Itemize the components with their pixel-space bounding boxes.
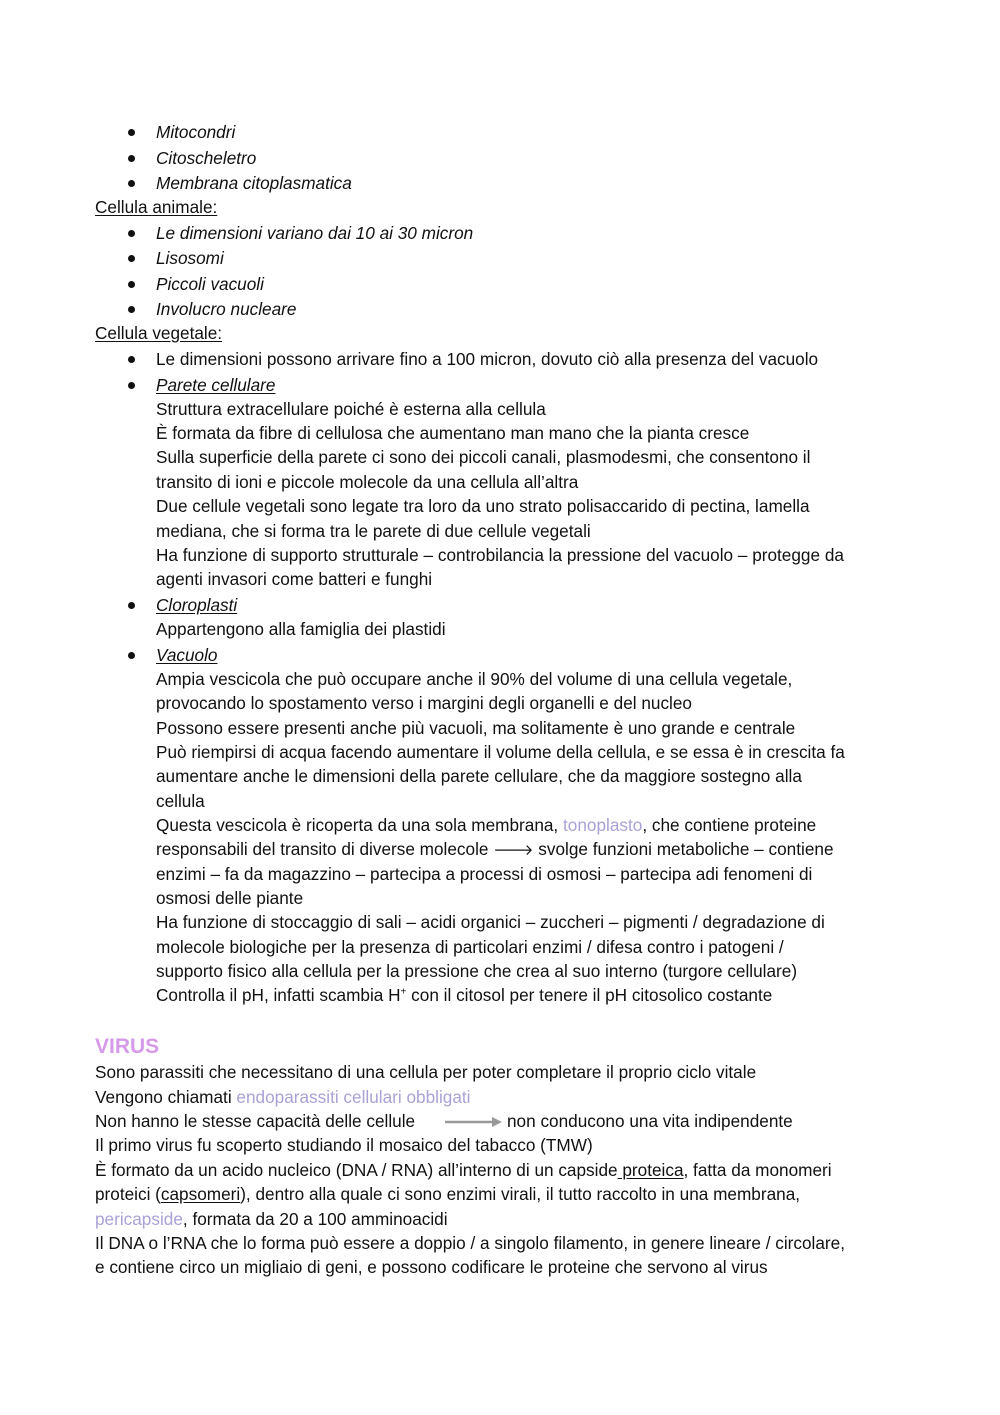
list-item: Piccoli vacuoli (156, 274, 264, 294)
bullet-icon (128, 180, 135, 187)
text-line: Struttura extracellulare poiché è esterna alla cellula (156, 399, 546, 419)
text-line (95, 1158, 832, 1182)
chloroplast-title: Cloroplasti (156, 595, 238, 615)
text-span: È formato da un acido nucleico (DNA / RNA) all’interno di un capside (95, 1160, 618, 1180)
text-span: , formata da 20 a 100 amminoacidi (182, 1209, 448, 1229)
text-line: È formata da fibre di cellulosa che aumentano man mano che la pianta cresce (156, 423, 750, 443)
bullet-icon (128, 129, 135, 136)
bullet-icon (128, 652, 135, 659)
text-line (156, 813, 816, 837)
list-item: Involucro nucleare (156, 299, 297, 319)
vacuole-title: Vacuolo (156, 645, 218, 665)
text-span: ), dentro alla quale ci sono enzimi virali, il tutto raccolto in una membrana, (240, 1184, 801, 1204)
text-line (95, 1182, 800, 1206)
tonoplast-term: tonoplasto (563, 815, 643, 835)
text-line: Il primo virus fu scoperto studiando il mosaico del tabacco (TMW) (95, 1135, 593, 1155)
virus-heading: VIRUS (95, 1035, 160, 1058)
text-span: proteici ( (95, 1184, 161, 1204)
text-line (156, 983, 772, 1007)
text-span: svolge funzioni metaboliche – contiene (533, 839, 834, 859)
bullet-icon (128, 356, 135, 363)
protein-term: proteica (617, 1160, 684, 1180)
text-line: Possono essere presenti anche più vacuoli, ma solitamente è uno grande e centrale (156, 718, 796, 738)
list-item: Lisosomi (156, 248, 224, 268)
text-line: provocando lo spostamento verso i margini degli organelli e del nucleo (156, 693, 692, 713)
bullet-icon (128, 281, 135, 288)
text-line: Ha funzione di supporto strutturale – controbilancia la pressione del vacuolo – protegge da (156, 545, 844, 565)
bullet-icon (128, 306, 135, 313)
text-line: molecole biologiche per la presenza di particolari enzimi / difesa contro i patogeni / (156, 937, 784, 957)
text-line: osmosi delle piante (156, 888, 304, 908)
text-line: Due cellule vegetali sono legate tra loro da uno strato polisaccarido di pectina, lamella (156, 496, 810, 516)
bullet-icon (128, 155, 135, 162)
text-line: Può riempirsi di acqua facendo aumentare il volume della cellula, e se essa è in crescita fa (156, 742, 845, 762)
text-line: Appartengono alla famiglia dei plastidi (156, 619, 446, 639)
text-line: enzimi – fa da magazzino – partecipa a processi di osmosi – partecipa adi fenomeni di (156, 864, 813, 884)
endoparasites-term: endoparassiti cellulari obbligati (236, 1087, 471, 1107)
text-span: , fatta da monomeri (683, 1160, 832, 1180)
text-span: Controlla il pH, infatti scambia H (156, 985, 401, 1005)
text-line (156, 837, 834, 863)
text-span: Questa vescicola è ricoperta da una sola membrana, (156, 815, 563, 835)
list-item: Le dimensioni variano dai 10 ai 30 micron (156, 223, 474, 243)
text-line: mediana, che si forma tra le parete di due cellule vegetali (156, 521, 591, 541)
text-line: agenti invasori come batteri e funghi (156, 569, 433, 589)
list-item: Mitocondri (156, 122, 236, 142)
right-arrow-icon (444, 1115, 504, 1129)
list-item: Citoscheletro (156, 148, 257, 168)
bullet-icon (128, 382, 135, 389)
plant-cell-heading: Cellula vegetale: (95, 323, 223, 343)
text-line: Ha funzione di stoccaggio di sali – acidi organici – zuccheri – pigmenti / degradazione di (156, 912, 825, 932)
superscript: + (400, 986, 407, 998)
text-line: transito di ioni e piccole molecole da una cellula all’altra (156, 472, 579, 492)
text-span: Vengono chiamati (95, 1087, 237, 1107)
cell-wall-title: Parete cellulare (156, 375, 276, 395)
text-line: Il DNA o l’RNA che lo forma può essere a doppio / a singolo filamento, in genere lineare / circolare, (95, 1233, 845, 1253)
pericapside-term: pericapside (95, 1209, 183, 1229)
text-line: aumentare anche le dimensioni della parete cellulare, che da maggiore sostegno alla (156, 766, 802, 786)
text-line: Sulla superficie della parete ci sono dei piccoli canali, plasmodesmi, che consentono il (156, 447, 811, 467)
capsomeri-term: capsomeri (160, 1184, 241, 1204)
bullet-icon (128, 602, 135, 609)
bullet-icon (128, 255, 135, 262)
text-line: e contiene circo un migliaio di geni, e possono codificare le proteine che servono al virus (95, 1257, 768, 1277)
text-span: con il citosol per tenere il pH citosolico costante (406, 985, 773, 1005)
text-line (95, 1085, 471, 1109)
text-line (95, 1207, 448, 1231)
right-arrow-icon: 🡒 (493, 842, 534, 859)
text-line: non conducono una vita indipendente (507, 1111, 793, 1131)
text-line: Ampia vescicola che può occupare anche il 90% del volume di una cellula vegetale, (156, 669, 793, 689)
text-line: Non hanno le stesse capacità delle cellule (95, 1111, 416, 1131)
text-span: , che contiene proteine (642, 815, 817, 835)
text-line: cellula (156, 791, 205, 811)
bullet-icon (128, 230, 135, 237)
text-line: Sono parassiti che necessitano di una cellula per poter completare il proprio ciclo vitale (95, 1062, 757, 1082)
text-span: responsabili del transito di diverse molecole (156, 839, 494, 859)
animal-cell-heading: Cellula animale: (95, 197, 218, 217)
text-line: supporto fisico alla cellula per la pressione che crea al suo interno (turgore cellulare) (156, 961, 798, 981)
list-item: Membrana citoplasmatica (156, 173, 352, 193)
list-item: Le dimensioni possono arrivare fino a 100 micron, dovuto ciò alla presenza del vacuolo (156, 349, 819, 369)
